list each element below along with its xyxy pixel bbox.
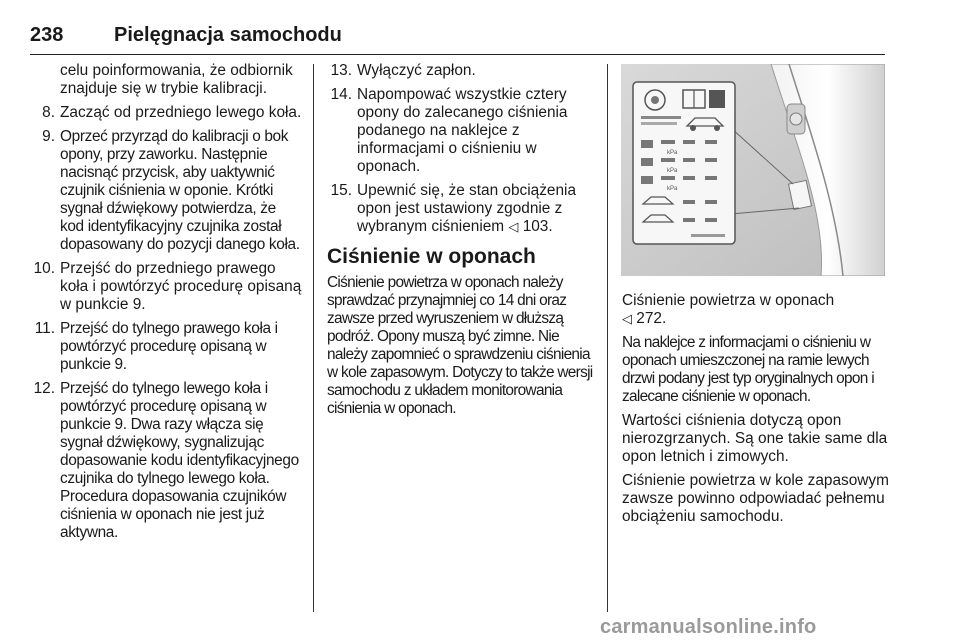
list-item <box>30 260 302 314</box>
item-text: Przejść do tylnego prawego koła i powtórzyć procedurę opisaną w punkcie 9. <box>60 320 278 373</box>
list-item <box>30 128 302 254</box>
page-ref-link[interactable]: 103. <box>522 218 553 235</box>
paragraph: Na naklejce z informacjami o ciśnieniu w oponach umieszczonej na ramie lewych drzwi podany jest typ oryginalnych opon i zalecane ciśnienie w oponach. <box>622 334 874 405</box>
door-frame-illustration <box>621 64 885 276</box>
list-item <box>30 380 302 542</box>
page-ref-arrow-icon: ◁ <box>622 311 632 326</box>
item-number: 15. <box>330 182 352 199</box>
item-number: 13. <box>330 62 352 79</box>
column-2 <box>327 62 595 424</box>
page-ref-arrow-icon: ◁ <box>508 219 519 234</box>
list-item <box>327 182 595 236</box>
item-text: Oprzeć przyrząd do kalibracji o bok opony, przy zaworku. Następnie nacisnąć przycisk, aby uaktywnić czujnik ciśnienia w oponie. Krótki sygnał dźwiękowy potwierdza, że kod identyfikacyjny czujnika został dopasowany do pozycji danego koła. <box>60 128 300 253</box>
list-item <box>30 104 302 122</box>
list-item <box>327 86 595 176</box>
continued-text: celu poinformowania, że odbiornik znajduje się w trybie kalibracji. <box>60 62 293 97</box>
page-header <box>30 22 885 55</box>
kpa-label: kPa <box>667 168 678 174</box>
tire-pressure-label-photo <box>621 64 885 276</box>
paragraph: Ciśnienie powietrza w oponach należy sprawdzać przynajmniej co 14 dni oraz zawsze przed wyruszeniem w dłuższą podróż. Opony muszą być zimne. Nie należy zapomnieć o sprawdzeniu ciśnienia w kole zapasowym. Dotyczy to także wersji samochodu z układem monitorowania ciśnienia w oponach. <box>327 274 593 417</box>
item-number: 12. <box>33 380 55 397</box>
item-number: 14. <box>330 86 352 103</box>
item-number: 10. <box>33 260 55 277</box>
section-heading: Ciśnienie w oponach <box>327 245 536 268</box>
page-title: Pielęgnacja samochodu <box>114 24 342 46</box>
page-number: 238 <box>30 24 64 46</box>
item-text <box>357 182 595 236</box>
item-number: 8. <box>42 104 55 121</box>
paragraph-text: Ciśnienie powietrza w oponach <box>622 292 835 309</box>
item-text: Zacząć od przedniego lewego koła. <box>60 104 302 121</box>
page-ref-link[interactable]: 272. <box>636 310 667 327</box>
column-1 <box>30 62 302 548</box>
list-item <box>30 320 302 374</box>
column-divider <box>607 64 608 612</box>
paragraph: Ciśnienie powietrza w kole zapasowym zawsze powinno odpowiadać pełnemu obciążeniu samochodu. <box>622 472 889 525</box>
kpa-label: kPa <box>667 150 678 156</box>
item-text: Wyłączyć zapłon. <box>357 62 476 79</box>
item-number: 9. <box>42 128 55 145</box>
item-text: Przejść do przedniego prawego koła i powtórzyć procedurę opisaną w punkcie 9. <box>60 260 302 313</box>
list-item <box>327 62 595 80</box>
paragraph <box>622 292 890 328</box>
item-text: Przejść do tylnego lewego koła i powtórzyć procedurę opisaną w punkcie 9. Dwa razy włącza się sygnał dźwiękowy, sygnalizując dopasowanie kodu identyfikacyjnego czujnika do tylnego lewego koła. Procedura dopasowania czujników ciśnienia w oponach nie jest już aktywna. <box>60 380 299 541</box>
item-text-main: Upewnić się, że stan obciążenia opon jest ustawiony zgodnie z wybranym ciśnieniem <box>357 182 577 235</box>
paragraph: Wartości ciśnienia dotyczą opon nierozgrzanych. Są one takie same dla opon letnich i zimowych. <box>622 412 888 465</box>
item-number: 11. <box>34 320 55 337</box>
item-text: Napompować wszystkie cztery opony do zalecanego ciśnienia podanego na naklejce z informacjami o ciśnieniu w oponach. <box>357 86 568 175</box>
kpa-label: kPa <box>667 186 678 192</box>
column-3 <box>622 292 890 532</box>
watermark: carmanualsonline.info <box>600 616 817 638</box>
column-divider <box>313 64 314 612</box>
